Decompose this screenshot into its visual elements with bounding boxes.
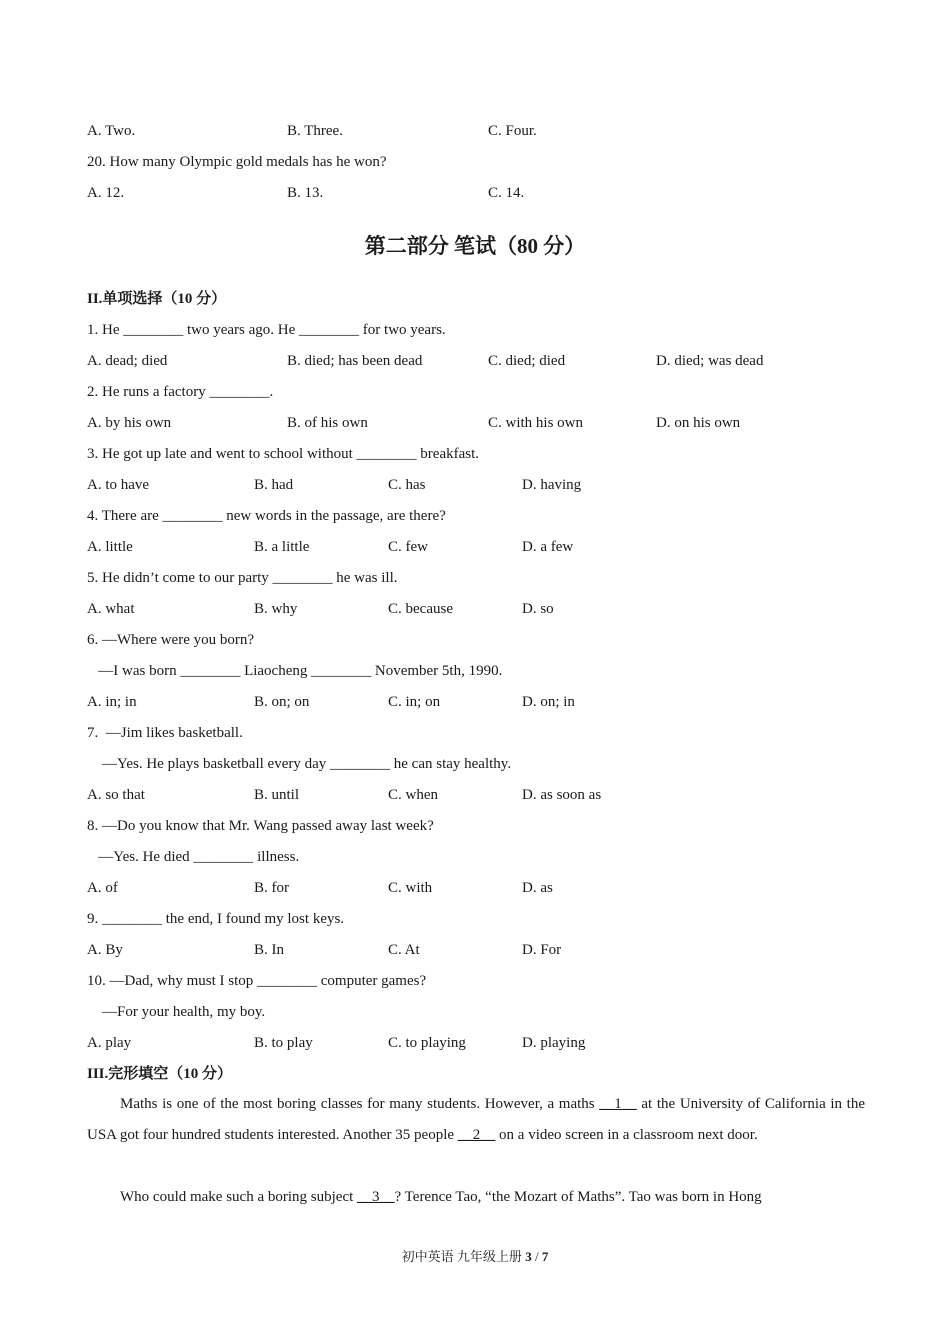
- answer-option: C. when: [388, 787, 438, 803]
- section-3-title: III.完形填空（10 分）: [87, 1066, 233, 1082]
- answer-option: C. with: [388, 880, 433, 896]
- answer-option: A. play: [87, 1035, 132, 1051]
- question-stem: 10. —Dad, why must I stop ________ computer games?: [87, 973, 427, 989]
- question-stem: 1. He ________ two years ago. He ________ for two years.: [87, 322, 446, 338]
- answer-option: D. playing: [522, 1035, 586, 1051]
- question-stem: 9. ________ the end, I found my lost keys.: [87, 911, 345, 927]
- answer-option: A. of: [87, 880, 118, 896]
- answer-option: B. In: [254, 942, 284, 958]
- q20-option-a: A. 12.: [87, 185, 125, 201]
- answer-option: C. At: [388, 942, 420, 958]
- question-stem: 4. There are ________ new words in the passage, are there?: [87, 508, 446, 524]
- cloze-text: Maths is one of the most boring classes for many students. However, a maths: [120, 1096, 600, 1112]
- cloze-paragraph-1: [87, 1089, 865, 1151]
- question-dialogue-line: —Yes. He died ________ illness.: [87, 849, 300, 865]
- answer-option: B. died; has been dead: [287, 353, 423, 369]
- q20-stem: 20. How many Olympic gold medals has he won?: [87, 154, 387, 170]
- answer-option: D. died; was dead: [656, 353, 764, 369]
- answer-option: C. died; died: [488, 353, 566, 369]
- q19-option-c: C. Four.: [488, 123, 537, 139]
- footer-separator: /: [531, 1249, 542, 1264]
- cloze-blank-2: __2__: [457, 1127, 496, 1143]
- answer-option: D. so: [522, 601, 554, 617]
- cloze-blank-3: __3__: [357, 1189, 395, 1205]
- answer-option: D. having: [522, 477, 582, 493]
- answer-option: B. on; on: [254, 694, 310, 710]
- answer-option: D. as: [522, 880, 553, 896]
- section-2-title: II.单项选择（10 分）: [87, 291, 227, 307]
- question-dialogue-line: —For your health, my boy.: [87, 1004, 266, 1020]
- answer-option: D. as soon as: [522, 787, 602, 803]
- answer-option: B. until: [254, 787, 300, 803]
- answer-option: C. in; on: [388, 694, 441, 710]
- cloze-blank-1: __1__: [599, 1096, 637, 1112]
- footer-page-total: 7: [541, 1249, 549, 1264]
- cloze-text: Who could make such a boring subject: [120, 1189, 358, 1205]
- answer-option: B. a little: [254, 539, 310, 555]
- answer-option: C. has: [388, 477, 426, 493]
- answer-option: B. had: [254, 477, 294, 493]
- question-dialogue-line: —I was born ________ Liaocheng ________ November 5th, 1990.: [87, 663, 503, 679]
- answer-option: C. because: [388, 601, 453, 617]
- question-dialogue-line: —Yes. He plays basketball every day ________ he can stay healthy.: [87, 756, 512, 772]
- cloze-text: on a video screen in a classroom next door.: [495, 1127, 758, 1143]
- answer-option: A. dead; died: [87, 353, 168, 369]
- answer-option: A. what: [87, 601, 135, 617]
- cloze-text: ? Terence Tao, “the Mozart of Maths”. Tao was born in Hong: [394, 1189, 762, 1205]
- answer-option: A. to have: [87, 477, 150, 493]
- answer-option: A. by his own: [87, 415, 172, 431]
- answer-option: D. on his own: [656, 415, 741, 431]
- answer-option: A. so that: [87, 787, 145, 803]
- question-stem: 7. —Jim likes basketball.: [87, 725, 243, 741]
- cloze-paragraph-2: [87, 1182, 865, 1213]
- page-footer: [0, 1246, 950, 1265]
- cloze-text: at the University of California in the USA got four hundred students interested. Another 35 people: [87, 1096, 865, 1143]
- part-title: 第二部分 笔试（80 分）: [364, 234, 586, 258]
- footer-page-number: 3: [525, 1249, 532, 1264]
- answer-option: B. why: [254, 601, 298, 617]
- q20-option-b: B. 13.: [287, 185, 324, 201]
- question-stem: 5. He didn’t come to our party ________ he was ill.: [87, 570, 398, 586]
- answer-option: C. few: [388, 539, 428, 555]
- answer-option: D. on; in: [522, 694, 575, 710]
- answer-option: B. for: [254, 880, 289, 896]
- answer-option: A. little: [87, 539, 133, 555]
- question-stem: 3. He got up late and went to school without ________ breakfast.: [87, 446, 480, 462]
- answer-option: D. a few: [522, 539, 574, 555]
- answer-option: C. to playing: [388, 1035, 466, 1051]
- q20-option-c: C. 14.: [488, 185, 525, 201]
- question-stem: 2. He runs a factory ________.: [87, 384, 274, 400]
- answer-option: C. with his own: [488, 415, 584, 431]
- answer-option: D. For: [522, 942, 562, 958]
- question-stem: 8. —Do you know that Mr. Wang passed away last week?: [87, 818, 434, 834]
- footer-text: 初中英语 九年级上册: [401, 1249, 526, 1264]
- answer-option: A. in; in: [87, 694, 137, 710]
- q19-option-b: B. Three.: [287, 123, 343, 139]
- answer-option: A. By: [87, 942, 123, 958]
- q19-option-a: A. Two.: [87, 123, 136, 139]
- answer-option: B. to play: [254, 1035, 313, 1051]
- answer-option: B. of his own: [287, 415, 368, 431]
- question-stem: 6. —Where were you born?: [87, 632, 255, 648]
